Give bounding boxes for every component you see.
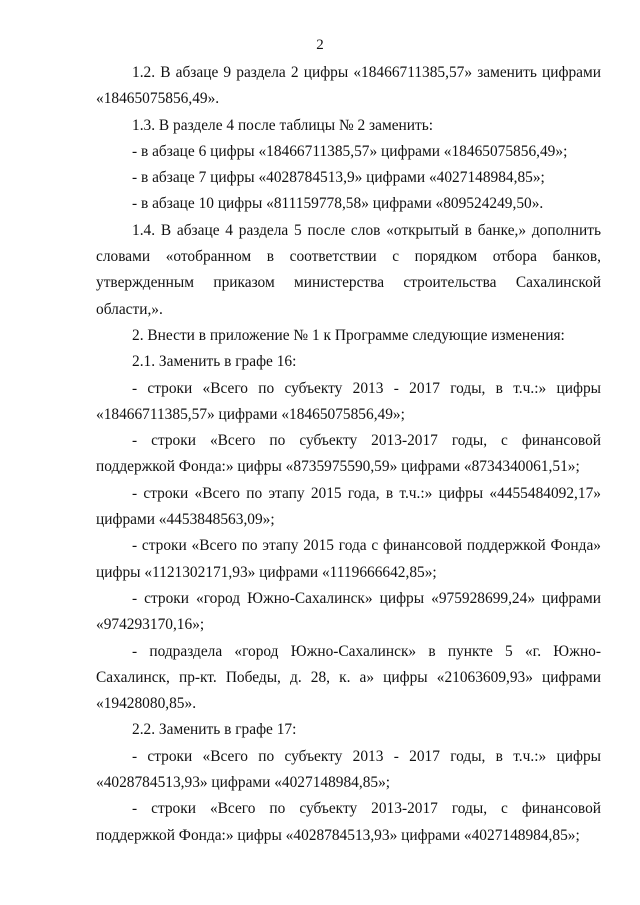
paragraph-1-2: 1.2. В абзаце 9 раздела 2 цифры «18466711385,57» заменить цифрами «18465075856,49». (96, 64, 601, 108)
list-item-total-subject-col17: - строки «Всего по субъекту 2013 - 2017 годы, в т.ч.:» цифры «4028784513,93» цифрами «4027148984,85»; (96, 747, 601, 792)
list-item-total-subject: - строки «Всего по субъекту 2013 - 2017 годы, в т.ч.:» цифры «18466711385,57» цифрами «18465075856,49»; (96, 379, 601, 423)
paragraph-2: 2. Внести в приложение № 1 к Программе следующие изменения: (132, 326, 565, 344)
list-item-yuzhno-sakhalinsk: - строки «город Южно-Сахалинск» цифры «975928699,24» цифрами «974293170,16»; (96, 589, 601, 634)
paragraph-2-1: 2.1. Заменить в графе 16: (132, 353, 297, 371)
list-item-stage-2015-fund: - строки «Всего по этапу 2015 года с финансовой поддержкой Фонда» цифры «1121302171,93» цифрами «1119666642,85»; (96, 537, 601, 581)
list-item-total-subject-fund-col17: - строки «Всего по субъекту 2013-2017 годы, с финансовой поддержкой Фонда:» цифры «4028784513,93» цифрами «4027148984,85»; (96, 800, 601, 844)
paragraph-1-3: 1.3. В разделе 4 после таблицы № 2 заменить: (132, 116, 434, 134)
list-item-abzac-7: - в абзаце 7 цифры «4028784513,9» цифрами «4027148984,85»; (132, 169, 545, 187)
list-item-stage-2015: - строки «Всего по этапу 2015 года, в т.ч.:» цифры «4455484092,17» цифрами «4453848563,09»; (96, 484, 601, 529)
document-body (96, 60, 601, 849)
list-item-abzac-10: - в абзаце 10 цифры «811159778,58» цифрами «809524249,50». (132, 195, 544, 213)
page-number: 2 (316, 37, 324, 53)
list-item-subsection-yuzhno-sakhalinsk: - подраздела «город Южно-Сахалинск» в пункте 5 «г. Южно-Сахалинск, пр-кт. Победы, д. 28, к. а» цифры «21063609,93» цифрами «19428080,85». (96, 642, 601, 713)
paragraph-1-4: 1.4. В абзаце 4 раздела 5 после слов «открытый в банке,» дополнить словами «отобранном в соответствии с порядком отбора банков, утвержденным приказом министерства строительства Сахалинской области,». (96, 221, 601, 318)
list-item-total-subject-fund: - строки «Всего по субъекту 2013-2017 годы, с финансовой поддержкой Фонда:» цифры «8735975590,59» цифрами «8734340061,51»; (96, 432, 601, 476)
list-item-abzac-6: - в абзаце 6 цифры «18466711385,57» цифрами «18465075856,49»; (132, 142, 568, 160)
paragraph-2-2: 2.2. Заменить в графе 17: (132, 721, 297, 739)
